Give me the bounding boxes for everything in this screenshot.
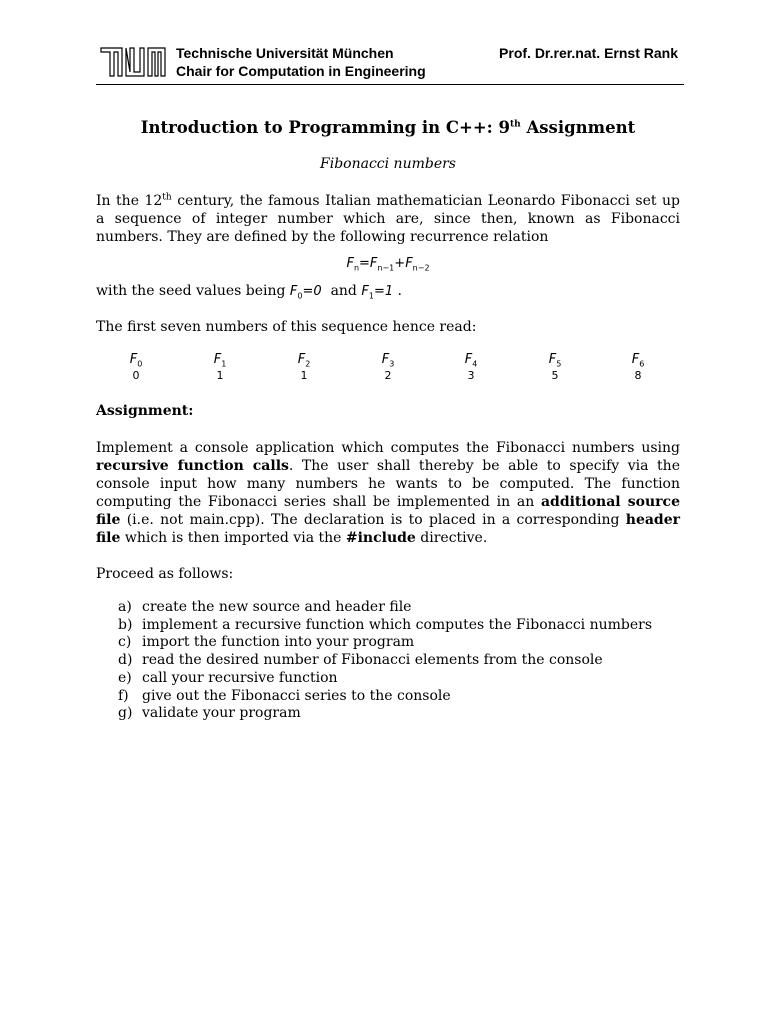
assignment-bold-3: header file <box>96 512 680 546</box>
step-label: a) <box>118 599 132 615</box>
seed-and: and <box>321 283 362 299</box>
sequence-index: 2 <box>305 359 311 369</box>
title-sup: th <box>510 119 521 130</box>
page-header <box>96 40 684 85</box>
header-chair: Chair for Computation in Engineering <box>176 63 426 79</box>
assignment-text-3: (i.e. not main.cpp). The declaration is to placed in a corresponding <box>120 512 626 528</box>
sequence-symbol: F <box>297 352 306 367</box>
eq-lhs: F <box>346 256 354 271</box>
eq-lhs-sub: n <box>353 263 360 273</box>
step-label: e) <box>118 669 132 686</box>
sequence-item <box>200 352 240 382</box>
list-item <box>118 634 652 652</box>
seed-f1-sym: F <box>361 284 369 299</box>
sequence-symbol: F <box>631 352 640 367</box>
intro-sup: th <box>162 192 172 203</box>
sequence-value: 2 <box>384 368 392 382</box>
assignment-bold-4: #include <box>345 530 416 546</box>
assignment-text-4: which is then imported via the <box>120 530 346 546</box>
title-suffix: Assignment <box>520 118 636 137</box>
seed-f1-sub: 1 <box>368 291 374 301</box>
sequence-index: 3 <box>389 359 395 369</box>
step-text: create the new source and header file <box>142 599 412 615</box>
step-label: f) <box>118 687 129 704</box>
step-text: give out the Fibonacci series to the console <box>142 687 451 704</box>
intro-text-a: In the 12 <box>96 193 163 209</box>
list-item <box>118 599 652 617</box>
step-label: d) <box>118 652 133 669</box>
assignment-heading: Assignment: <box>96 403 194 419</box>
assignment-bold-2: additional source file <box>96 494 680 528</box>
header-professor: Prof. Dr.rer.nat. Ernst Rank <box>499 45 678 61</box>
sequence-value: 8 <box>634 368 642 382</box>
step-label: c) <box>118 634 132 651</box>
seed-f0 <box>290 284 322 299</box>
assignment-paragraph <box>96 439 680 547</box>
seed-f1 <box>361 284 393 299</box>
sequence-value: 3 <box>467 368 475 382</box>
first-seven-line: The first seven numbers of this sequence hence read: <box>96 319 477 335</box>
sequence-index: 6 <box>639 359 645 369</box>
seed-text: with the seed values being <box>96 283 290 299</box>
page-subtitle: Fibonacci numbers <box>320 156 456 172</box>
sequence-value: 1 <box>216 368 224 382</box>
step-text: validate your program <box>142 705 301 722</box>
sequence-symbol: F <box>213 352 222 367</box>
intro-paragraph <box>96 192 680 246</box>
sequence-item <box>618 352 658 382</box>
step-text: implement a recursive function which computes the Fibonacci numbers <box>142 616 653 633</box>
eq-rhs1: F <box>369 256 378 271</box>
sequence-value: 5 <box>551 368 559 382</box>
step-text: call your recursive function <box>142 669 338 686</box>
step-text: read the desired number of Fibonacci elements from the console <box>142 652 603 669</box>
sequence-symbol: F <box>464 352 473 367</box>
sequence-index: 1 <box>221 359 227 369</box>
sequence-item <box>368 352 408 382</box>
sequence-item <box>535 352 575 382</box>
sequence-index: 0 <box>137 359 143 369</box>
fibonacci-sequence-row <box>96 352 680 388</box>
steps-list <box>118 599 652 723</box>
seed-f0-val: =0 <box>302 284 322 299</box>
list-item <box>118 705 652 723</box>
tum-logo-icon <box>100 46 166 78</box>
seed-f0-sym: F <box>289 284 298 299</box>
assignment-text-2: . The user shall thereby be able to specify via the console input how many numbers he wants to be computed. The function computing the Fibonacci series shall be implemented in an <box>96 458 680 510</box>
list-item <box>118 617 652 635</box>
seed-f1-val: =1 <box>373 284 394 299</box>
step-text: import the function into your program <box>142 634 415 651</box>
eq-rhs1-sub: n−1 <box>377 263 395 273</box>
sequence-index: 4 <box>472 359 478 369</box>
step-label: g) <box>118 705 133 722</box>
eq-rhs2-sub: n−2 <box>412 263 430 273</box>
list-item <box>118 688 652 706</box>
proceed-line: Proceed as follows: <box>96 566 234 582</box>
recurrence-equation: $F_n=F_{n-1}+F_{n-2}$ <box>346 256 430 273</box>
sequence-value: 1 <box>300 368 308 382</box>
header-institution <box>176 44 426 80</box>
sequence-index: 5 <box>556 359 562 369</box>
seed-end: . <box>393 283 403 299</box>
eq-rhs2: F <box>405 256 413 271</box>
list-item <box>118 652 652 670</box>
sequence-symbol: F <box>548 352 557 367</box>
intro-text-b: century, the famous Italian mathematician Leonardo Fibonacci set up a sequence of integer number which are, since then, known as Fibonacci numbers. They are defined by the following recurrence relation <box>96 193 680 245</box>
assignment-bold-1: recursive function calls <box>96 458 289 474</box>
assignment-text-5: directive. <box>415 530 488 546</box>
sequence-symbol: F <box>129 352 138 367</box>
page-title <box>96 118 680 137</box>
sequence-item <box>116 352 156 382</box>
seed-f0-sub: 0 <box>297 291 303 301</box>
list-item <box>118 670 652 688</box>
step-label: b) <box>118 616 133 633</box>
sequence-item <box>451 352 491 382</box>
title-text: Introduction to Programming in C++: 9 <box>140 118 510 137</box>
sequence-symbol: F <box>381 352 390 367</box>
seed-values-line <box>96 282 680 306</box>
sequence-value: 0 <box>132 368 140 382</box>
assignment-text-1: Implement a console application which computes the Fibonacci numbers using <box>96 440 680 456</box>
header-university: Technische Universität München <box>176 45 394 61</box>
sequence-item <box>284 352 324 382</box>
